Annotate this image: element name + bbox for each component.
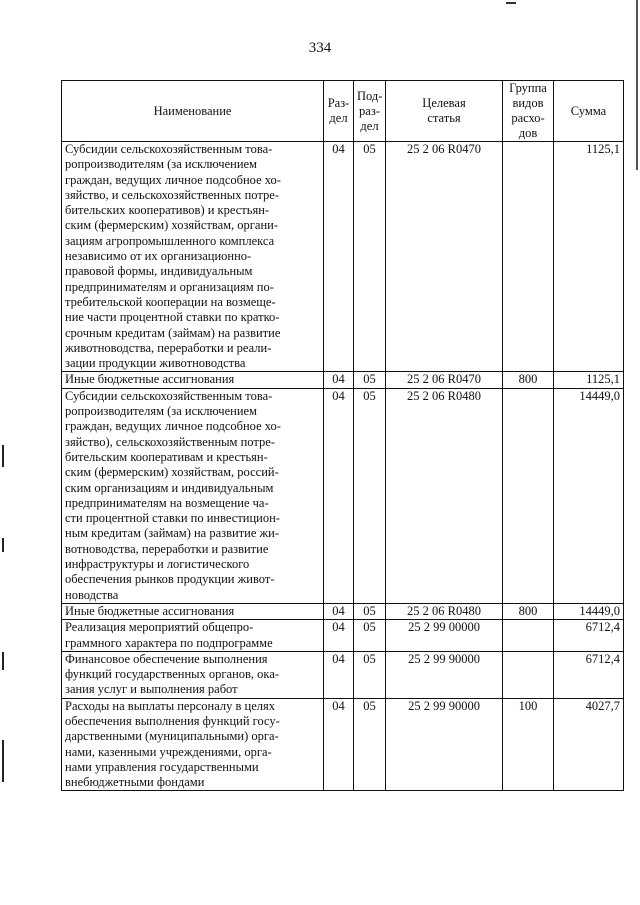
- row-sum: 1125,1: [554, 142, 624, 372]
- scan-mark: [506, 2, 516, 4]
- row-name: Реализация мероприятий общепро- граммного характера по подпрограмме: [62, 620, 324, 652]
- row-sum: 14449,0: [554, 603, 624, 619]
- row-section: 04: [324, 142, 354, 372]
- row-section: 04: [324, 603, 354, 619]
- row-section: 04: [324, 372, 354, 388]
- row-sum: 6712,4: [554, 620, 624, 652]
- row-name: Расходы на выплаты персоналу в целях обеспечения выполнения функций госу- дарственными (муниципальными) орга- нами, казенными учреждениями, орга- нами управления государственными внебюджетными фондами: [62, 698, 324, 791]
- table-row: [62, 388, 624, 603]
- row-name: Финансовое обеспечение выполнения функций государственных органов, ока- зания услуг и выполнения работ: [62, 651, 324, 698]
- row-subsection: 05: [354, 388, 386, 603]
- row-group: [503, 142, 554, 372]
- row-target: 25 2 99 90000: [386, 651, 503, 698]
- table-row: [62, 372, 624, 388]
- row-subsection: 05: [354, 142, 386, 372]
- row-group: 100: [503, 698, 554, 791]
- scan-mark: [2, 445, 4, 467]
- table-body: [62, 142, 624, 791]
- header-sum: Сумма: [554, 81, 624, 142]
- scan-mark: [2, 652, 4, 670]
- row-target: 25 2 99 90000: [386, 698, 503, 791]
- row-subsection: 05: [354, 603, 386, 619]
- row-group: [503, 620, 554, 652]
- row-section: 04: [324, 620, 354, 652]
- table-row: [62, 142, 624, 372]
- row-target: 25 2 06 R0470: [386, 142, 503, 372]
- row-sum: 1125,1: [554, 372, 624, 388]
- row-group: 800: [503, 372, 554, 388]
- page-number: 334: [308, 40, 332, 56]
- row-target: 25 2 06 R0480: [386, 603, 503, 619]
- row-section: 04: [324, 651, 354, 698]
- row-name: Субсидии сельскохозяйственным това- ропроизводителям (за исключением граждан, ведущих личное подсобное хо- зяйство, и сельскохозяйственных потре- бительских кооперативов) и крестьян- ским (фермерским) хозяйствам, органи- зациям агропромышленного комплекса независимо от их организационно- правовой формы, индивидуальным предпринимателям и организациям по- требительской кооперации на возмеще- ние части процентной ставки по кратко- срочным кредитам (займам) на развитие животноводства, переработки и реали- зации продукции животноводства: [62, 142, 324, 372]
- row-target: 25 2 06 R0480: [386, 388, 503, 603]
- row-section: 04: [324, 698, 354, 791]
- scan-mark: [2, 740, 4, 782]
- table-row: [62, 620, 624, 652]
- row-subsection: 05: [354, 698, 386, 791]
- header-target: Целевая статья: [386, 81, 503, 142]
- table-row: [62, 603, 624, 619]
- row-group: 800: [503, 603, 554, 619]
- header-section: Раз- дел: [324, 81, 354, 142]
- row-name: Иные бюджетные ассигнования: [62, 603, 324, 619]
- table-row: [62, 651, 624, 698]
- row-target: 25 2 06 R0470: [386, 372, 503, 388]
- row-section: 04: [324, 388, 354, 603]
- budget-table: [61, 80, 624, 791]
- scan-mark: [2, 538, 4, 552]
- header-group: Группа видов расхо- дов: [503, 81, 554, 142]
- row-group: [503, 651, 554, 698]
- row-name: Субсидии сельскохозяйственным това- ропроизводителям (за исключением граждан, ведущих личное подсобное хо- зяйство), сельскохозяйственным потре- бительским кооперативам и крестьян- ским (фермерским) хозяйствам, россий- ским организациям и индивидуальным предпринимателям на возмещение ча- сти процентной ставки по инвестицион- ным кредитам (займам) на развитие жи- вотноводства, переработки и развитие инфраструктуры и логистического обеспечения рынков продукции живот- новодства: [62, 388, 324, 603]
- row-sum: 4027,7: [554, 698, 624, 791]
- header-name: Наименование: [62, 81, 324, 142]
- page-edge-line: [636, 0, 638, 170]
- row-subsection: 05: [354, 651, 386, 698]
- row-sum: 6712,4: [554, 651, 624, 698]
- row-group: [503, 388, 554, 603]
- row-sum: 14449,0: [554, 388, 624, 603]
- row-target: 25 2 99 00000: [386, 620, 503, 652]
- row-subsection: 05: [354, 372, 386, 388]
- table-row: [62, 698, 624, 791]
- header-subsection: Под- раз- дел: [354, 81, 386, 142]
- row-subsection: 05: [354, 620, 386, 652]
- table-header-row: [62, 81, 624, 142]
- row-name: Иные бюджетные ассигнования: [62, 372, 324, 388]
